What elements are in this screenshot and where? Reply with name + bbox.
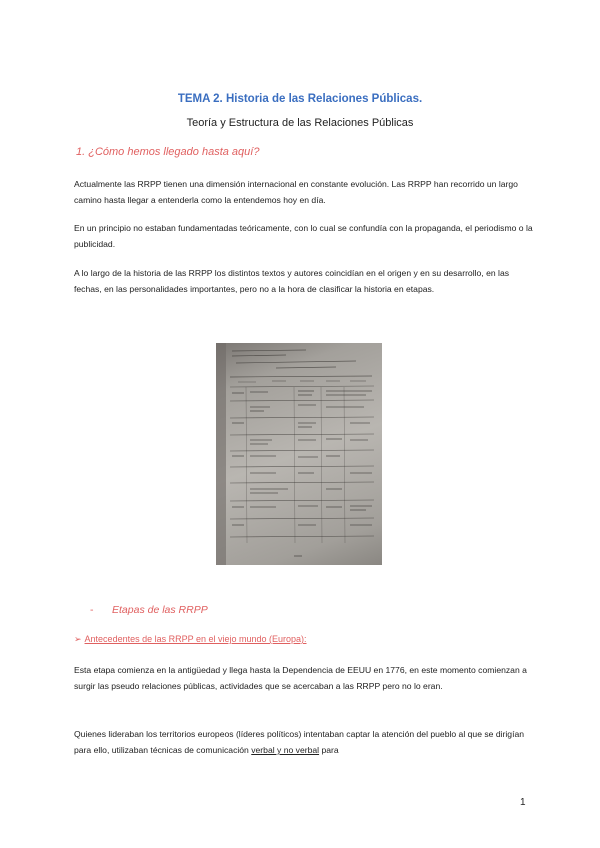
table-photo: [216, 343, 382, 565]
document-subtitle: Teoría y Estructura de las Relaciones Públicas: [186, 117, 414, 129]
paragraph-3: A lo largo de la historia de las RRPP los distintos textos y autores coincidían en el origen y en su desarrollo, en las fechas, en las personalidades importantes, pero no a la hora de clasificar la historia en etapas.: [74, 268, 510, 294]
paragraph-2: En un principio no estaban fundamentadas teóricamente, con lo cual se confundía con la propaganda, el periodismo o la publicidad.: [74, 223, 533, 249]
paragraph-5-end: para: [319, 745, 339, 755]
bullet-etapas: [90, 604, 208, 616]
subheading-antecedentes-label: Antecedentes de las RRPP en el viejo mundo (Europa):: [84, 634, 307, 644]
arrow-bullet-icon: ➢: [74, 634, 82, 644]
paragraph-5-start: Quienes lideraban los territorios europeos (líderes políticos) intentaban captar la atención del pueblo al que se dirigían para ello, utilizaban técnicas de comunicación: [74, 729, 525, 755]
photographed-table-image: [216, 343, 382, 565]
paragraph-5-underlined: verbal y no verbal: [251, 745, 320, 755]
document-title: TEMA 2. Historia de las Relaciones Públicas.: [177, 93, 423, 105]
subheading-antecedentes: [74, 634, 307, 645]
paragraph-5: [74, 726, 536, 758]
bullet-dash: -: [90, 604, 94, 616]
paragraph-4: Esta etapa comienza en la antigüedad y llega hasta la Dependencia de EEUU en 1776, en este momento comienzan a surgir las pseudo relaciones públicas, actividades que se acercaban a las RRPP pero no lo eran.: [74, 665, 527, 691]
section-heading: 1. ¿Cómo hemos llegado hasta aquí?: [76, 146, 260, 158]
paragraph-1: Actualmente las RRPP tienen una dimensión internacional en constante evolución. Las RRPP han recorrido un largo camino hasta llegar a entenderla como la entendemos hoy en día.: [74, 179, 518, 205]
page-number: 1: [520, 797, 526, 808]
bullet-etapas-label: Etapas de las RRPP: [112, 604, 208, 616]
